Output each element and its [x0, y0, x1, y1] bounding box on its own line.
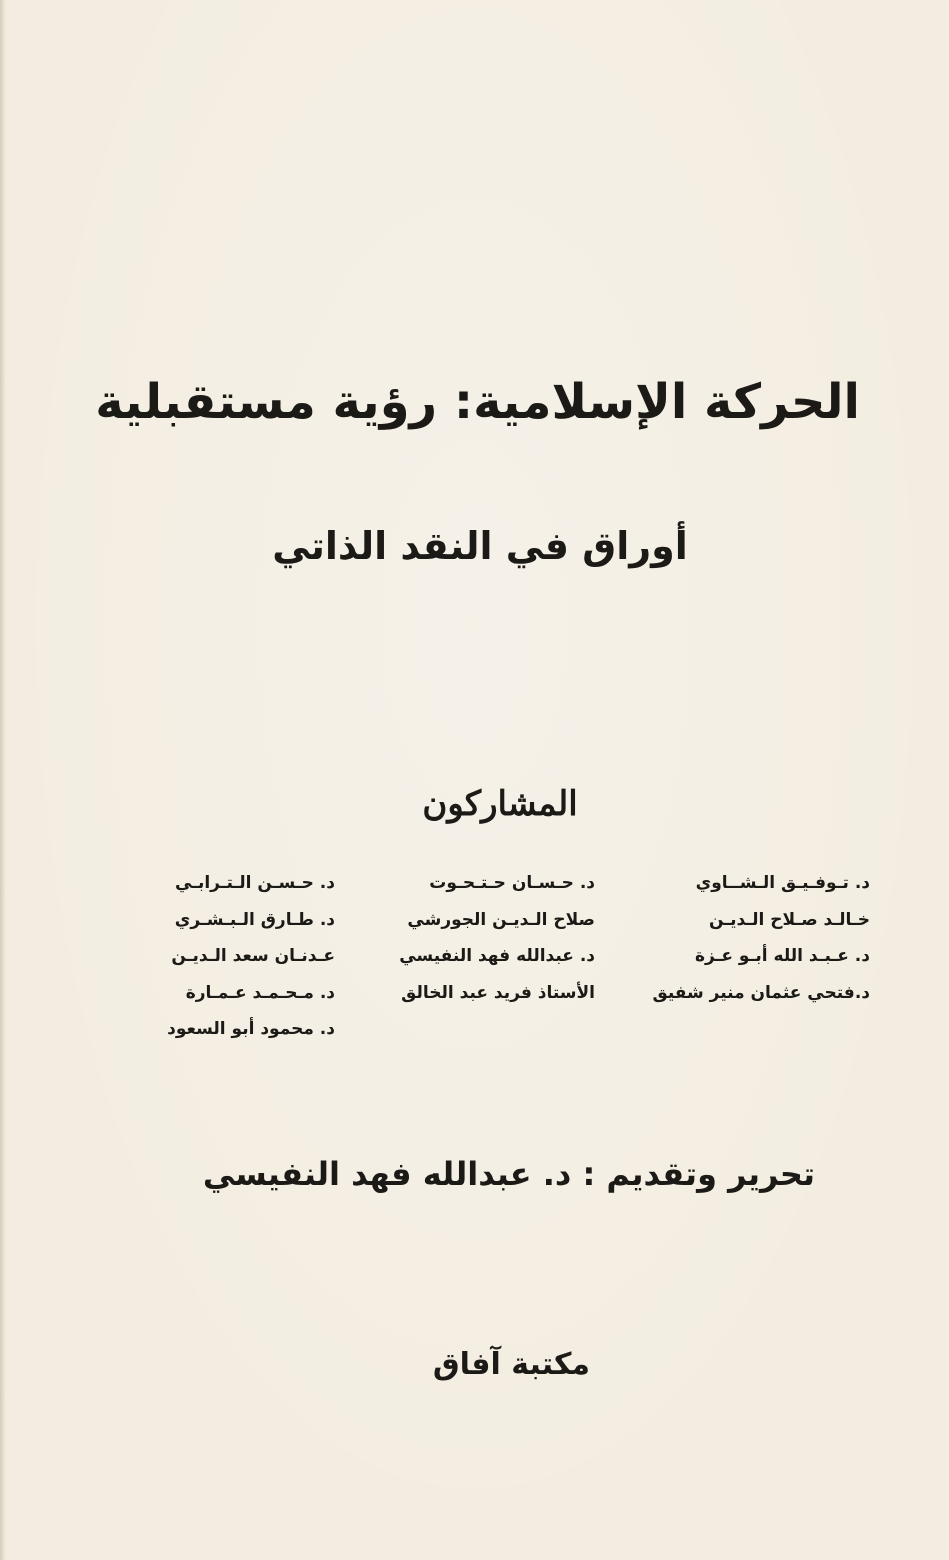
participant-name: د. حـسـان حـتـحـوت	[429, 873, 595, 893]
participant-name: د. تـوفـيـق الـشــاوي	[695, 873, 870, 893]
page-edge-shadow	[0, 0, 6, 1560]
publisher-name: مكتبة آفاق	[432, 1347, 590, 1382]
participant-name: صلاح الـديـن الجورشي	[407, 909, 595, 930]
participants-column-left	[60, 865, 335, 1048]
participant-name: د. عبدالله فهد النفيسي	[399, 946, 595, 966]
participant-name: د. محمود أبو السعود	[167, 1019, 335, 1039]
participant-name: د.فتحي عثمان منير شفيق	[652, 982, 870, 1003]
participant-name: خـالـد صـلاح الـديـن	[708, 909, 870, 930]
participants-column-right	[600, 865, 870, 1011]
participant-name: د. عـبـد الله أبـو عـزة	[694, 946, 870, 966]
participant-name: الأستاذ فريد عبد الخالق	[401, 982, 595, 1003]
participant-name: د. طـارق الـبـشـري	[174, 909, 335, 930]
participant-name: عـدنـان سعد الـديـن	[171, 946, 335, 966]
participant-name: د. مـحـمـد عـمـارة	[185, 982, 335, 1003]
participants-column-middle	[330, 865, 595, 1011]
editor-credit: تحرير وتقديم : د. عبدالله فهد النفيسي	[202, 1155, 815, 1193]
book-title: الحركة الإسلامية: رؤية مستقبلية	[95, 374, 860, 430]
book-subtitle: أوراق في النقد الذاتي	[272, 524, 688, 568]
participants-heading: المشاركون	[422, 784, 578, 824]
participant-name: د. حـسـن الـتـرابـي	[174, 873, 335, 893]
